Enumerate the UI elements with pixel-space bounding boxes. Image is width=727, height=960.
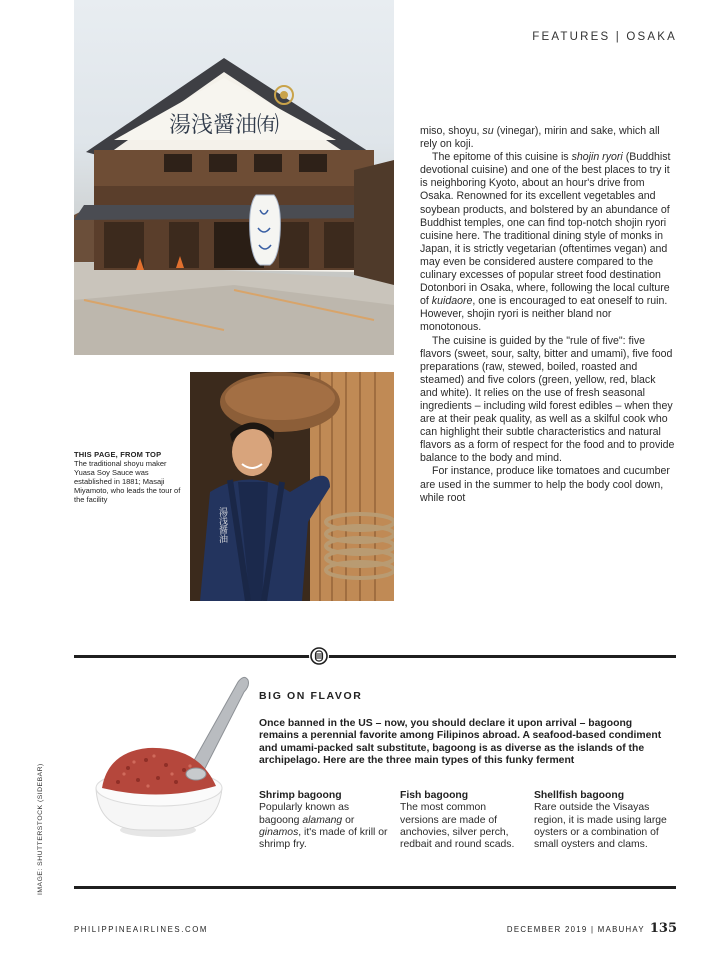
type-heading: Shrimp bagoong: [259, 790, 342, 801]
type-heading: Fish bagoong: [400, 790, 469, 801]
type-heading: Shellfish bagoong: [534, 790, 625, 801]
divider-ornament-icon: [309, 646, 329, 666]
person-photo: [190, 372, 394, 601]
bagoong-type-fish: [400, 790, 525, 851]
image-credit: IMAGE: SHUTTERSTOCK (SIDEBAR): [37, 763, 44, 895]
bagoong-type-shrimp: [259, 790, 389, 851]
sidebar-title: BIG ON FLAVOR: [259, 690, 363, 702]
page-number: 135: [649, 921, 677, 936]
footer-issue: [507, 921, 677, 936]
paragraph-4: For instance, produce like tomatoes and cucumber are used in the summer to help the body cool down, while root: [420, 465, 670, 504]
bagoong-bowl-photo: [88, 670, 258, 840]
paragraph-3: The cuisine is guided by the "rule of five": five flavors (sweet, sour, salty, bitter and umami), five food preparations (raw, stewed, boiled, roasted and steamed) and five colors (green, yellow, red, black and white). It relies on the use of fresh seasonal ingredients – including wild forest edibles – when they are at their peak quality, as well as a skilful cook who can highlight their subtle characteristics and natural flavors as a form of respect for the food and to provide balance to the body and mind.: [420, 334, 675, 465]
caption-text: The traditional shoyu maker Yuasa Soy Sauce was established in 1881; Masaji Miyamoto, who leads the tour of the facility: [74, 459, 181, 504]
section-divider: [74, 655, 676, 658]
bagoong-type-shellfish: [534, 790, 669, 851]
footer-website: PHILIPPINEAIRLINES.COM: [74, 925, 208, 934]
sidebar-bottom-rule: [74, 886, 676, 889]
type-description: Rare outside the Visayas region, it is made using large oysters or a combination of small oysters and clams.: [534, 802, 667, 851]
type-description: Popularly known as bagoong alamang or ginamos, it's made of krill or shrimp fry.: [259, 802, 388, 851]
paragraph-1: miso, shoyu, su (vinegar), mirin and sake, which all rely on koji.: [420, 125, 660, 151]
issue-label: DECEMBER 2019 | MABUHAY: [506, 925, 645, 934]
sign-lettering: 湯浅醤油㈲: [168, 113, 280, 138]
building-photo: [74, 0, 394, 355]
type-description: The most common versions are made of anchovies, silver perch, redbait and round scads.: [400, 802, 515, 851]
jacket-lettering: 湯浅醤油: [217, 507, 227, 543]
photo-caption: [74, 450, 184, 504]
caption-heading: THIS PAGE, FROM TOP: [74, 450, 162, 459]
sidebar-intro: Once banned in the US – now, you should declare it upon arrival – bagoong remains a perennial favorite among Filipinos abroad. A seafood-based condiment and umami-packed salt substitute, bagoong is as diverse as the islands of the archipelago. Here are the three main types of this funky ferment: [259, 718, 662, 766]
article-body: [420, 125, 675, 505]
paragraph-2: The epitome of this cuisine is shojin ryori (Buddhist devotional cuisine) and one of the best places to try it is neighboring Kyoto, about an hour's drive from Osaka. Renowned for its excellent vegetables and soybean products, and bolstered by an abundance of Buddhist temples, one can find top-notch shojin ryori cuisine here. The traditional dining style of monks in Japan, it is strictly vegetarian (oftentimes vegan) and may even be considered austere compared to the culinary excesses of popular street food destination Dotonbori in Osaka, where, following the local culture of kuidaore, one is encouraged to eat oneself to ruin. However, shojin ryori is neither bland nor monotonous.: [420, 151, 671, 334]
section-header: FEATURES | OSAKA: [532, 31, 677, 43]
